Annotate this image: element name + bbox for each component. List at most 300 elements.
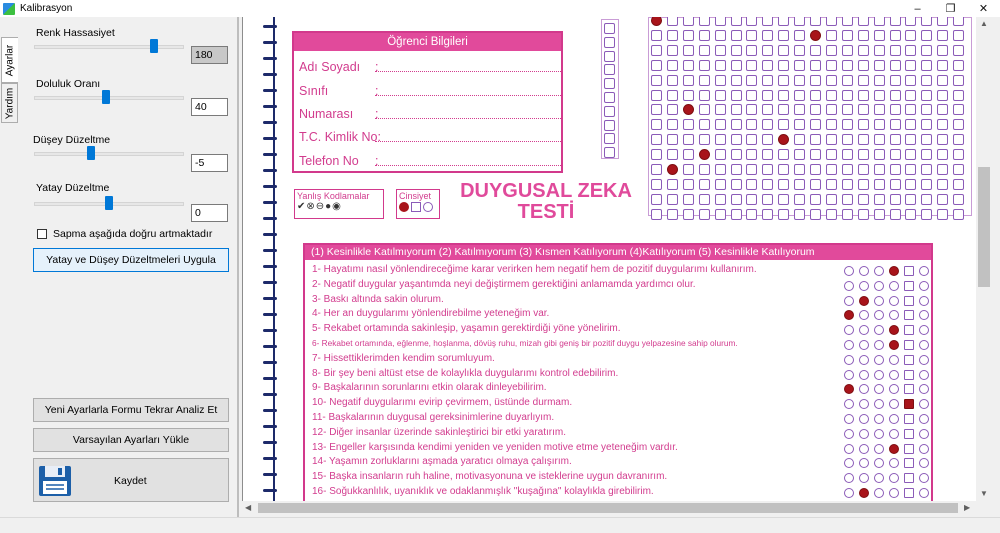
bubble [651,75,662,86]
question-text: 13- Engeller karşısında kendimi yeniden ve yeniden motive etme yeteneğim vardır. [312,441,678,453]
bubble [731,209,742,220]
bubble [604,51,615,62]
bubble [683,45,694,56]
bubble [762,134,773,145]
bubble [731,75,742,86]
question-text: 5- Rekabet ortamında sakinleşip, yaşamın gerektirdiği yöne yönelirim. [312,323,621,335]
save-button[interactable] [33,458,229,502]
bubble-filled [667,164,678,175]
bubble [858,17,869,26]
answer-bubble-filled [859,488,869,498]
bubble [715,149,726,160]
answer-bubble [844,458,854,468]
bubble [794,104,805,115]
bubble [746,209,757,220]
bubble [874,104,885,115]
answer-bubble [919,340,929,350]
settings-panel [19,17,239,517]
binding-rings [263,17,279,501]
bubble [890,90,901,101]
bubble [699,60,710,71]
answer-bubble [919,384,929,394]
question-text: 3- Baskı altında sakin olurum. [312,293,444,305]
answer-bubble [904,340,914,350]
bubble [715,209,726,220]
answer-bubble [919,458,929,468]
vertical-correction-slider-thumb[interactable] [87,146,95,160]
bubble [874,149,885,160]
maximize-button[interactable]: ❐ [945,3,956,15]
reanalyze-button[interactable]: Yeni Ayarlarla Formu Tekrar Analiz Et [33,398,229,422]
bubble [778,164,789,175]
answer-bubble [889,399,899,409]
bubble [778,119,789,130]
answer-bubble [904,370,914,380]
color-sensitivity-slider-thumb[interactable] [150,39,158,53]
bubble [921,60,932,71]
bubble [715,30,726,41]
bubble [858,134,869,145]
answer-bubble [874,281,884,291]
bubble [762,104,773,115]
bubble [715,194,726,205]
bubble [905,60,916,71]
answer-bubble [874,325,884,335]
answer-bubble-filled [889,266,899,276]
bubble [842,134,853,145]
bubble [953,60,964,71]
bubble [651,164,662,175]
answer-bubble [919,325,929,335]
bubble [762,179,773,190]
bubble [937,90,948,101]
answer-bubble [844,355,854,365]
bubble [858,164,869,175]
bubble [651,209,662,220]
bubble [778,104,789,115]
bubble [937,209,948,220]
bubble [858,104,869,115]
bubble [731,119,742,130]
bubble [921,194,932,205]
answer-bubble [859,310,869,320]
answer-bubble [889,488,899,498]
bubble [731,60,742,71]
bubble [858,209,869,220]
answer-bubble [859,429,869,439]
status-bar [0,517,1000,533]
bubble [667,119,678,130]
bubble [683,194,694,205]
bubble [731,17,742,26]
load-defaults-button[interactable]: Varsayılan Ayarları Yükle [33,428,229,452]
bubble [890,45,901,56]
checkbox-box[interactable] [37,229,47,239]
bubble [731,164,742,175]
bubble [953,104,964,115]
bubble [604,106,615,117]
bubble [937,30,948,41]
bubble [921,75,932,86]
bubble [921,134,932,145]
answer-bubble [844,488,854,498]
deviation-checkbox[interactable] [37,228,212,240]
bubble [921,17,932,26]
answer-bubble [859,340,869,350]
bubble [667,134,678,145]
gender-mark-empty [423,202,433,212]
bubble [667,60,678,71]
bubble [778,209,789,220]
answer-bubble [859,266,869,276]
bubble [874,179,885,190]
bubble [905,164,916,175]
bubble [604,92,615,103]
answer-bubble [874,384,884,394]
bubble [858,179,869,190]
bubble [826,45,837,56]
answer-bubble [904,429,914,439]
bubble-filled [651,17,662,26]
answer-bubble [874,370,884,380]
bubble [810,90,821,101]
bubble [921,149,932,160]
bubble [667,17,678,26]
save-button-label: Kaydet [114,475,147,487]
answer-bubble [889,310,899,320]
bubble [651,60,662,71]
bubble [604,64,615,75]
question-text: 8- Bir şey beni altüst etse de kolaylıkla duygularımı kontrol edebilirim. [312,367,619,379]
bubble [794,209,805,220]
question-text: 2- Negatif duygular yaşantımda neyi değiştirmem gerektiğini anlamamda yardımcı olur. [312,278,696,290]
bubble [746,164,757,175]
bubble [905,149,916,160]
bubble [778,179,789,190]
bubble [874,60,885,71]
bubble [905,179,916,190]
bubble [890,134,901,145]
bubble [762,119,773,130]
bubble [715,90,726,101]
bubble [762,60,773,71]
form-image-viewer[interactable] [242,17,976,501]
bubble [953,75,964,86]
bubble [683,149,694,160]
scroll-down-arrow[interactable]: ▼ [980,489,988,498]
question-text: 7- Hissettiklerimden kendim sorumluyum. [312,352,495,364]
answer-bubble [919,488,929,498]
horizontal-scrollbar[interactable] [242,501,976,516]
student-info-box [292,31,563,173]
answer-bubble [844,429,854,439]
bubble [778,17,789,26]
bubble [699,194,710,205]
bubble [842,17,853,26]
bubble [651,30,662,41]
bubble [604,23,615,34]
bubble [810,179,821,190]
bubble [794,119,805,130]
answer-bubble [904,266,914,276]
bubble [715,17,726,26]
bubble [937,149,948,160]
bubble [699,104,710,115]
answer-bubble [919,355,929,365]
answer-bubble [904,473,914,483]
bubble [921,90,932,101]
bubble [890,209,901,220]
title-bar [0,0,1000,17]
bubble [890,164,901,175]
bubble [937,164,948,175]
bubble [683,17,694,26]
answer-bubble-filled [859,296,869,306]
bubble [762,164,773,175]
question-text: 9- Başkalarının sorunlarını etkin olarak dinleyebilirim. [312,382,547,394]
answer-bubble [874,414,884,424]
vertical-scrollbar[interactable] [976,17,993,501]
bubble [858,60,869,71]
answer-bubble [874,355,884,365]
answer-bubble [859,458,869,468]
bubble [604,120,615,131]
bubble [890,119,901,130]
answer-bubble [874,266,884,276]
answer-bubble [919,399,929,409]
wrong-marks-icons: ✔⊗⊖●◉ [297,201,342,212]
scroll-right-arrow[interactable]: ▶ [964,503,971,512]
bubble [810,194,821,205]
bubble [778,149,789,160]
question-text: 11- Başkalarının duygusal gereksinimlerine duyarlıyım. [312,412,555,423]
answer-bubble [919,370,929,380]
bubble [842,45,853,56]
bubble [683,90,694,101]
answer-bubble [844,399,854,409]
bubble [937,119,948,130]
vertical-scroll-thumb[interactable] [978,167,990,287]
scroll-left-arrow[interactable]: ◀ [245,503,252,512]
answer-bubble [874,458,884,468]
answer-bubble [919,444,929,454]
bubble [604,147,615,158]
horizontal-scroll-thumb[interactable] [258,503,958,513]
bubble [921,30,932,41]
answer-bubble [874,444,884,454]
minimize-button[interactable]: – [914,2,921,15]
bubble-filled [683,104,694,115]
bubble [890,149,901,160]
bubble [921,179,932,190]
bubble [905,194,916,205]
scale-header: (1) Kesinlikle Katılmıyorum (2) Katılmıyorum (3) Kısmen Katılıyorum (4)Katılıyorum (5) Kesinlikle Katılıyorum [305,245,931,260]
bubble [762,17,773,26]
bubble [731,179,742,190]
horizontal-correction-label: Yatay Düzeltme [36,182,110,194]
answer-bubble [904,384,914,394]
bubble [842,90,853,101]
bubble [683,134,694,145]
bubble [762,194,773,205]
bubble [905,119,916,130]
answer-bubble [904,325,914,335]
bubble [953,45,964,56]
bubble [651,90,662,101]
bubble [667,179,678,190]
bubble [874,134,885,145]
bubble [842,149,853,160]
bubble [604,78,615,89]
apply-corrections-button[interactable]: Yatay ve Düşey Düzeltmeleri Uygula [33,248,229,272]
bubble [858,149,869,160]
bubble [953,164,964,175]
answer-bubble [844,414,854,424]
bubble [667,209,678,220]
bubble [905,104,916,115]
vertical-correction-slider[interactable] [34,152,184,156]
bubble [826,17,837,26]
bubble [890,60,901,71]
answer-bubble [904,488,914,498]
bubble [905,134,916,145]
bubble [715,45,726,56]
bubble [826,119,837,130]
horizontal-correction-slider-thumb[interactable] [105,196,113,210]
bubble [842,119,853,130]
answer-bubble [889,458,899,468]
bubble [794,194,805,205]
bubble [937,194,948,205]
question-text: 6- Rekabet ortamında, eğlenme, hoşlanma, dövüş ruhu, mizah gibi geniş bir pozitif duygu yelpazesine sahip olurum. [312,338,738,348]
bubble [683,60,694,71]
bubble [731,194,742,205]
vertical-correction-label: Düşey Düzeltme [33,134,111,146]
bubble [794,75,805,86]
answer-bubble [859,399,869,409]
bubble [651,149,662,160]
bubble [746,134,757,145]
close-button[interactable]: ✕ [978,3,989,15]
bubble [651,45,662,56]
bubble [874,90,885,101]
bubble [667,45,678,56]
fill-ratio-slider-thumb[interactable] [102,90,110,104]
app-icon [3,3,15,15]
bubble [794,90,805,101]
bubble [778,45,789,56]
bubble [874,164,885,175]
bubble [826,30,837,41]
floppy-disk-icon [38,465,72,497]
number-bubble-column [601,19,619,159]
bubble [746,17,757,26]
bubble [746,119,757,130]
bubble [810,164,821,175]
bubble [874,75,885,86]
bubble [699,17,710,26]
bubble [778,194,789,205]
tab-settings[interactable]: Ayarlar [1,37,18,83]
bubble [905,75,916,86]
scroll-up-arrow[interactable]: ▲ [980,19,988,28]
color-sensitivity-value[interactable]: 180 [191,46,228,64]
bubble [874,45,885,56]
bubble [746,60,757,71]
bubble [794,45,805,56]
bubble [921,45,932,56]
bubble [762,75,773,86]
bubble [890,75,901,86]
bubble [826,179,837,190]
answer-bubble [904,310,914,320]
bubble [842,164,853,175]
answer-bubble [844,296,854,306]
answer-bubble-filled [889,340,899,350]
bubble [890,179,901,190]
bubble [794,179,805,190]
answer-bubble [844,444,854,454]
bubble [874,30,885,41]
tab-help[interactable]: Yardım [1,83,18,123]
bubble [651,104,662,115]
bubble [699,90,710,101]
bubble [699,209,710,220]
bubble [842,194,853,205]
bubble [715,134,726,145]
answer-bubble [874,429,884,439]
bubble [858,194,869,205]
test-title: DUYGUSAL ZEKA TESTİ [460,180,632,223]
bubble [699,30,710,41]
answer-bubble [919,296,929,306]
deviation-checkbox-label: Sapma aşağıda doğru artmaktadır [53,228,213,240]
bubble [826,60,837,71]
bubble [731,90,742,101]
bubble-filled [699,149,710,160]
bubble [762,90,773,101]
bubble [810,134,821,145]
bubble [810,75,821,86]
vertical-correction-value[interactable]: -5 [191,154,228,172]
answer-bubble [844,325,854,335]
bubble [746,104,757,115]
bubble [826,164,837,175]
bubble [651,179,662,190]
bubble [604,37,615,48]
color-sensitivity-slider[interactable] [34,45,184,49]
likert-scale-section [303,243,933,501]
bubble [778,90,789,101]
bubble [651,134,662,145]
bubble [905,90,916,101]
bubble [699,164,710,175]
bubble [826,90,837,101]
bubble [842,30,853,41]
gender-mark-filled [399,202,409,212]
side-tabs [0,17,19,517]
bubble [953,119,964,130]
answer-bubble [874,488,884,498]
fill-ratio-value[interactable]: 40 [191,98,228,116]
horizontal-correction-value[interactable]: 0 [191,204,228,222]
bubble [794,60,805,71]
bubble [842,179,853,190]
bubble [842,60,853,71]
bubble [731,149,742,160]
question-text: 16- Soğukkanlılık, uyanıklık ve odaklanmışlık "kuşağına" kolaylıkla girebilirim. [312,486,654,497]
bubble [715,179,726,190]
